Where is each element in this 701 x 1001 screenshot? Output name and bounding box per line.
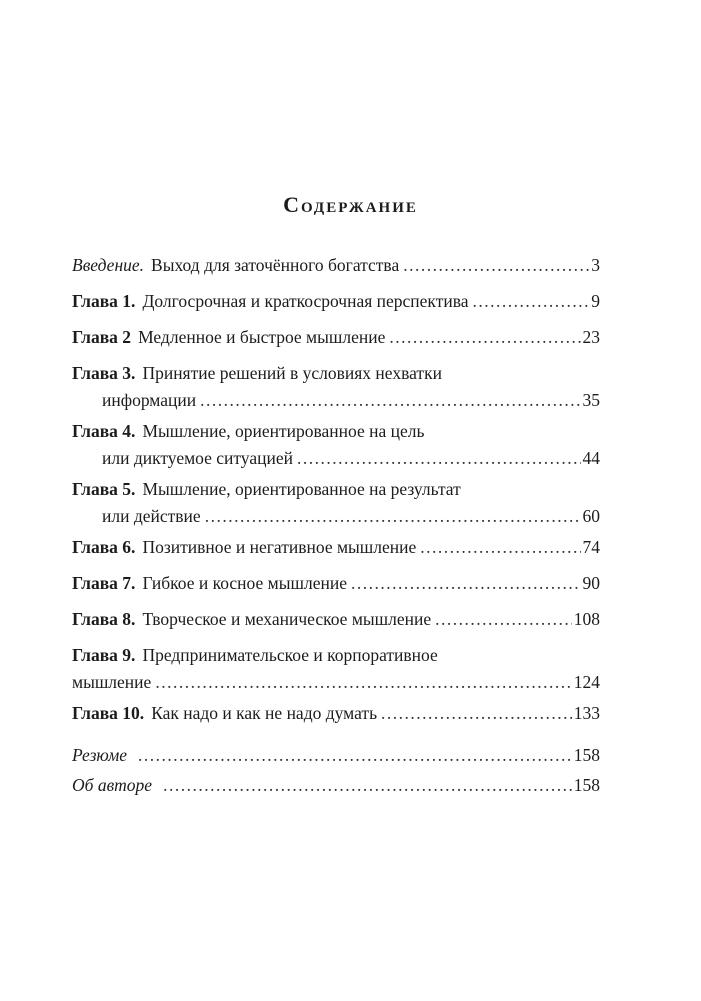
toc-entry-chapter-5[interactable] [72,474,600,528]
toc-entry-label: Глава 8. [72,609,136,629]
toc-entry-label: Глава 3. [72,363,136,383]
toc-entry-page: 90 [582,573,600,593]
toc-entry-title: Мышление, ориентированное на цель [142,421,425,441]
dot-leader [403,250,589,280]
toc-entry-chapter-1[interactable] [72,286,600,316]
dot-leader [155,670,571,694]
toc-entry-page: 3 [591,255,600,275]
dot-leader [381,698,572,728]
toc-entry-title: Гибкое и косное мышление [142,573,347,593]
toc-entry-chapter-9[interactable] [72,640,600,694]
toc-entry-chapter-2[interactable] [72,322,600,352]
toc-entry-page: 158 [573,745,600,765]
toc-entry-chapter-7[interactable] [72,568,600,598]
toc-entry-label: Глава 1. [72,291,136,311]
toc-entry-page: 158 [573,775,600,795]
toc-entry-introduction[interactable] [72,250,600,280]
toc-entry-title-continued: или диктуемое ситуацией [102,448,293,468]
toc-entry-page: 44 [582,448,600,468]
table-of-contents [72,250,600,800]
toc-entry-title: Выход для заточённого богатства [151,255,400,275]
toc-entry-summary[interactable] [72,740,600,770]
toc-entry-label: Глава 2 [72,327,132,347]
toc-entry-chapter-6[interactable] [72,532,600,562]
toc-entry-chapter-8[interactable] [72,604,600,634]
dot-leader [351,568,581,598]
dot-leader [200,388,580,412]
toc-entry-title-continued: мышление [72,672,152,692]
toc-entry-page: 124 [573,672,600,692]
toc-entry-label: Введение. [72,255,145,275]
toc-entry-title: Долгосрочная и краткосрочная перспектива [142,291,469,311]
toc-entry-about-author[interactable] [72,770,600,800]
toc-entry-title: Медленное и быстрое мышление [138,327,386,347]
toc-entry-label: Об авторе [72,775,153,795]
toc-entry-title: Творческое и механическое мышление [142,609,432,629]
dot-leader [205,504,581,528]
toc-entry-page: 133 [573,703,600,723]
toc-entry-label: Глава 9. [72,645,136,665]
toc-entry-title: Предпринимательское и корпоративное [142,645,438,665]
toc-entry-title-continued: информации [102,390,197,410]
toc-entry-title: Как надо и как не надо думать [151,703,378,723]
toc-entry-chapter-4[interactable] [72,416,600,470]
toc-entry-title: Мышление, ориентированное на результат [142,479,461,499]
toc-entry-chapter-3[interactable] [72,358,600,412]
toc-entry-page: 35 [582,390,600,410]
toc-entry-page: 9 [591,291,600,311]
toc-entry-page: 60 [582,506,600,526]
toc-entry-chapter-10[interactable] [72,698,600,728]
toc-entry-label: Резюме [72,745,128,765]
toc-entry-title-continued: или действие [102,506,201,526]
dot-leader [138,740,572,770]
page-title: Содержание [283,192,418,217]
toc-entry-label: Глава 4. [72,421,136,441]
dot-leader [297,446,581,470]
toc-entry-page: 74 [582,537,600,557]
dot-leader [435,604,572,634]
toc-entry-page: 23 [582,327,600,347]
toc-entry-label: Глава 10. [72,703,145,723]
toc-entry-label: Глава 6. [72,537,136,557]
toc-entry-title: Принятие решений в условиях нехватки [142,363,442,383]
toc-entry-label: Глава 5. [72,479,136,499]
toc-entry-page: 108 [573,609,600,629]
dot-leader [473,286,590,316]
toc-entry-title: Позитивное и негативное мышление [142,537,417,557]
toc-entry-label: Глава 7. [72,573,136,593]
dot-leader [163,770,572,800]
dot-leader [389,322,580,352]
dot-leader [420,532,580,562]
